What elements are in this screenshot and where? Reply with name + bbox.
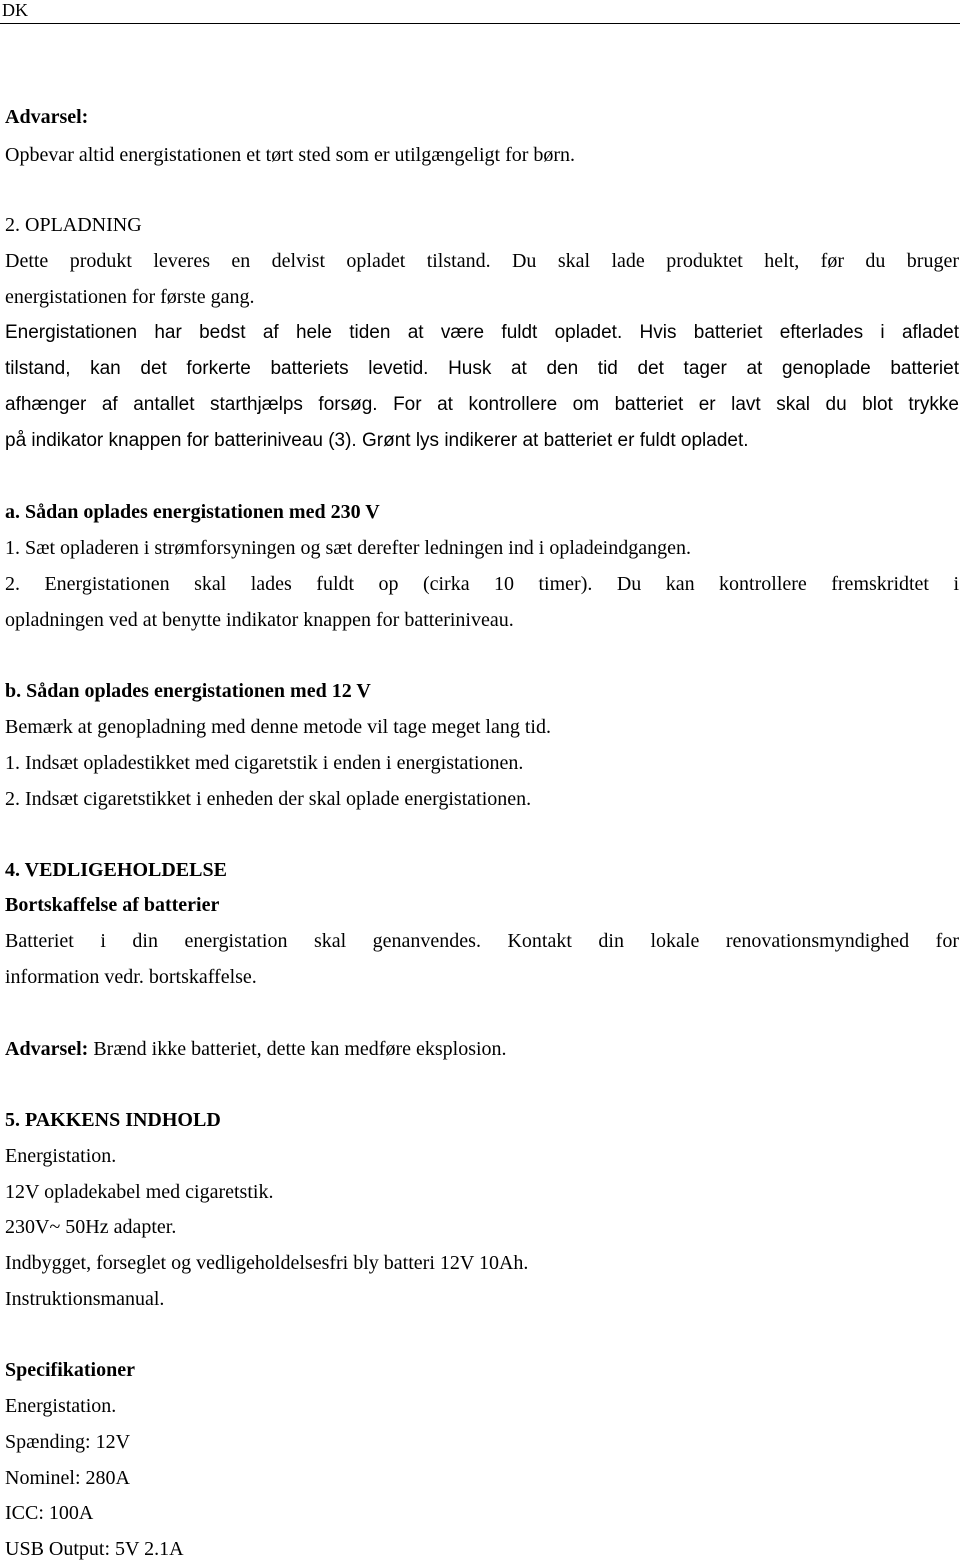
section-heading-opladning: 2. OPLADNING [5, 214, 142, 236]
spec-item: Spænding: 12V [5, 1431, 131, 1453]
paragraph-line: Energistationen har bedst af hele tiden at være fuldt opladet. Hvis batteriet efterlades i afladet [5, 322, 959, 343]
list-item: 230V~ 50Hz adapter. [5, 1216, 177, 1238]
spec-item: Energistation. [5, 1395, 117, 1417]
warning-text: Brænd ikke batteriet, dette kan medføre eksplosion. [88, 1038, 507, 1060]
subsection-heading-230v: a. Sådan oplades energistationen med 230 V [5, 501, 380, 523]
section-heading-pakkens-indhold: 5. PAKKENS INDHOLD [5, 1109, 221, 1131]
language-label: DK [2, 0, 28, 20]
paragraph-line: afhænger af antallet starthjælps forsøg. For at kontrollere om batteriet er lavt skal du blot trykke [5, 394, 959, 415]
subsection-heading-bortskaffelse: Bortskaffelse af batterier [5, 894, 220, 916]
paragraph-line: tilstand, kan det forkerte batteriets levetid. Husk at den tid det tager at genoplade batteriet [5, 358, 959, 379]
step-line: 2. Energistationen skal lades fuldt op (cirka 10 timer). Du kan kontrollere fremskridtet i [5, 573, 959, 595]
section-heading-vedligeholdelse: 4. VEDLIGEHOLDELSE [5, 859, 227, 881]
section-heading-specifikationer: Specifikationer [5, 1359, 135, 1381]
warning-text: Opbevar altid energistationen et tørt sted som er utilgængeligt for børn. [5, 144, 576, 166]
paragraph-line: information vedr. bortskaffelse. [5, 966, 257, 988]
step-line: 1. Indsæt opladestikket med cigaretstik i enden i energistationen. [5, 752, 524, 774]
list-item: Energistation. [5, 1145, 117, 1167]
spec-item: Nominel: 280A [5, 1467, 130, 1489]
spec-item: USB Output: 5V 2.1A [5, 1538, 184, 1560]
subsection-heading-12v: b. Sådan oplades energistationen med 12 V [5, 680, 371, 702]
spec-item: ICC: 100A [5, 1502, 94, 1524]
warning-line [5, 1037, 959, 1061]
step-line: 2. Indsæt cigaretstikket i enheden der skal oplade energistationen. [5, 788, 532, 810]
list-item: 12V opladekabel med cigaretstik. [5, 1181, 274, 1203]
paragraph-line: på indikator knappen for batteriniveau (3). Grønt lys indikerer at batteriet er fuldt opladet. [5, 430, 749, 451]
list-item: Indbygget, forseglet og vedligeholdelsesfri bly batteri 12V 10Ah. [5, 1252, 529, 1274]
page-header [0, 0, 960, 24]
paragraph-line: Dette produkt leveres en delvist opladet tilstand. Du skal lade produktet helt, før du bruger [5, 250, 959, 272]
list-item: Instruktionsmanual. [5, 1288, 165, 1310]
warning-label: Advarsel: [5, 1038, 89, 1060]
step-line: 1. Sæt opladeren i strømforsyningen og sæt derefter ledningen ind i opladeindgangen. [5, 537, 691, 559]
warning-heading: Advarsel: [5, 106, 89, 128]
step-line: Bemærk at genopladning med denne metode vil tage meget lang tid. [5, 716, 551, 738]
paragraph-line: energistationen for første gang. [5, 286, 255, 308]
paragraph-line: Batteriet i din energistation skal genanvendes. Kontakt din lokale renovationsmyndighed for [5, 930, 959, 952]
step-line: opladningen ved at benytte indikator knappen for batteriniveau. [5, 609, 514, 631]
